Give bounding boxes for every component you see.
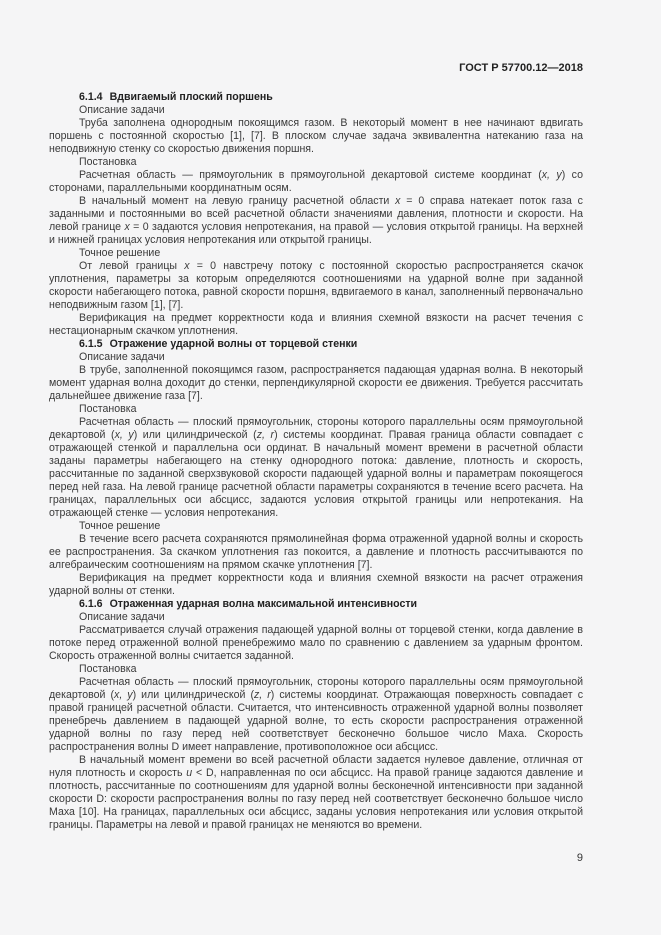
gost-number: ГОСТ Р 57700.12—2018	[459, 62, 583, 74]
document-header	[49, 62, 583, 75]
paragraph	[49, 754, 583, 832]
text-run: Верификация на предмет корректности кода и влияния схемной вязкости на расчет течения с нестационарным скачком уплотнения.	[49, 312, 583, 337]
paragraph	[49, 611, 583, 624]
paragraph	[49, 156, 583, 169]
page-number: 9	[576, 852, 583, 864]
section-heading	[49, 91, 583, 104]
text-run: В начальный момент времени во всей расчетной области задается нулевое давление, отличная от нуля плотность и скорость	[49, 754, 583, 779]
paragraph	[49, 520, 583, 533]
text-run: ) системы координат. Отражающая поверхность совпадает с правой границей расчетной области. Считается, что интенсивность отраженной ударной волны позволяет пренебречь давлением в падающей ударной волне, то есть скорости распространения отраженной ударной волны по газу перед ней соответствует бесконечно большое число Маха. Скорость распространения волны D имеет направление, противоположное оси абсцисс.	[49, 689, 583, 753]
text-run: x	[395, 195, 401, 207]
paragraph	[49, 104, 583, 117]
section-number: 6.1.5	[79, 338, 103, 350]
text-run: x, y	[114, 689, 133, 701]
text-run: Описание задачи	[79, 104, 165, 116]
paragraph	[49, 572, 583, 598]
text-run: Верификация на предмет корректности кода и влияния схемной вязкости на расчет отражения ударной волны от стенки.	[49, 572, 583, 597]
text-run: В течение всего расчета сохраняются прямолинейная форма отраженной ударной волны и скорость ее распространения. За скачком уплотнения газ покоится, а давление и плотность рассчитываются по алгебраическим соотношениям на прямом скачке уплотнения [7].	[49, 533, 583, 571]
text-run: z, r	[253, 689, 271, 701]
text-run: u	[186, 767, 193, 779]
text-run: Постановка	[79, 663, 137, 675]
page-footer	[49, 852, 583, 865]
text-run: ) со сторонами, параллельными координатным осям.	[49, 169, 583, 194]
section-heading	[49, 598, 583, 611]
text-run: z, r	[256, 429, 275, 441]
text-run: ) или цилиндрической (	[132, 689, 254, 701]
paragraph	[49, 312, 583, 338]
paragraph	[49, 260, 583, 312]
section-title: Отраженная ударная волна максимальной интенсивности	[109, 598, 418, 610]
paragraph	[49, 676, 583, 754]
paragraph	[49, 195, 583, 247]
paragraph	[49, 117, 583, 156]
text-run: = 0 задаются условия непротекания, на правой — условия открытой границы. На верхней и нижней границах условия непротекания или открытой границы.	[49, 221, 583, 246]
section-number: 6.1.6	[79, 598, 103, 610]
text-run: x, y	[541, 169, 562, 181]
text-run: x	[124, 221, 130, 233]
text-run: < D, направленная по оси абсцисс. На правой границе задаются давление и плотность, рассчитанные по соотношениям для ударной волны бесконечной интенсивности при заданной скорости D: скорости распространения волны по газу перед ней соответствует бесконечно большое число Маха [10]. На границах, параллельных оси абсцисс, заданы условия непротекания или условия открытой границы. Параметры на левой и правой границах не меняются во времени.	[49, 767, 583, 831]
paragraph	[49, 663, 583, 676]
paragraph	[49, 247, 583, 260]
text-run: Точное решение	[79, 247, 161, 259]
text-run: Расчетная область — прямоугольник в прямоугольной декартовой системе координат (	[79, 169, 542, 181]
text-run: = 0 навстречу потоку с постоянной скоростью распространяется скачок уплотнения, параметры за которым определяются соотношениями на ударной волне при заданной скорости набегающего потока, равной скорости поршня, вдвигаемого в канал, заполненный первоначально неподвижным газом [1], [7].	[49, 260, 583, 311]
text-run: Постановка	[79, 403, 137, 415]
section-number: 6.1.4	[79, 91, 103, 103]
text-run: Постановка	[79, 156, 137, 168]
text-run: = 0 справа натекает поток газа с заданными и постоянными во всей расчетной области значениями давления, плотности и скорости. На левой границе	[49, 195, 583, 233]
paragraph	[49, 403, 583, 416]
text-run: x, y	[114, 429, 134, 441]
document-body	[49, 91, 583, 832]
text-run: В начальный момент на левую границу расчетной области	[79, 195, 396, 207]
text-run: Расчетная область — плоский прямоугольник, стороны которого параллельны осям прямоугольной декартовой (	[49, 416, 583, 441]
section-title: Отражение ударной волны от торцевой стенки	[109, 338, 358, 350]
paragraph	[49, 351, 583, 364]
paragraph	[49, 364, 583, 403]
text-run: От левой границы	[79, 260, 185, 272]
text-run: Труба заполнена однородным покоящимся газом. В некоторый момент в нее начинают вдвигать поршень с постоянной скоростью [1], [7]. В плоском случае задача эквивалентна натеканию газа на неподвижную стенку со скоростью движения поршня.	[49, 117, 583, 155]
section-title: Вдвигаемый плоский поршень	[109, 91, 273, 103]
text-run: Описание задачи	[79, 351, 165, 363]
text-run: Расчетная область — плоский прямоугольник, стороны которого параллельны осям прямоугольной декартовой (	[49, 676, 583, 701]
paragraph	[49, 533, 583, 572]
paragraph	[49, 624, 583, 663]
text-run: Описание задачи	[79, 611, 165, 623]
text-run: Точное решение	[79, 520, 161, 532]
paragraph	[49, 169, 583, 195]
paragraph	[49, 416, 583, 520]
text-run: В трубе, заполненной покоящимся газом, распространяется падающая ударная волна. В некоторый момент ударная волна доходит до стенки, перпендикулярной скорости ее движения. Требуется рассчитать дальнейшее движение газа [7].	[49, 364, 583, 402]
section-heading	[49, 338, 583, 351]
text-run: ) системы координат. Правая граница области совпадает с отражающей стенкой и параллельна оси ординат. В начальный момент времени в расчетной области заданы параметры набегающего на стенку однородного потока: давление, плотность и скорость, рассчитанные по заданной сверхзвуковой скорости падающей ударной волны и параметрам покоящегося перед ней газа. На левой границе расчетной области параметры сохраняются в течение всего расчета. На границах, параллельных оси абсцисс, задаются условия открытой границы или непротекания. На отражающей стенке — условия непротекания.	[49, 429, 584, 519]
text-run: ) или цилиндрической (	[133, 429, 257, 441]
text-run: Рассматривается случай отражения падающей ударной волны от торцевой стенки, когда давление в потоке перед отраженной волной пренебрежимо мало по сравнению с давлением за ударным фронтом. Скорость отраженной волны считается заданной.	[49, 624, 583, 662]
text-run: x	[184, 260, 190, 272]
